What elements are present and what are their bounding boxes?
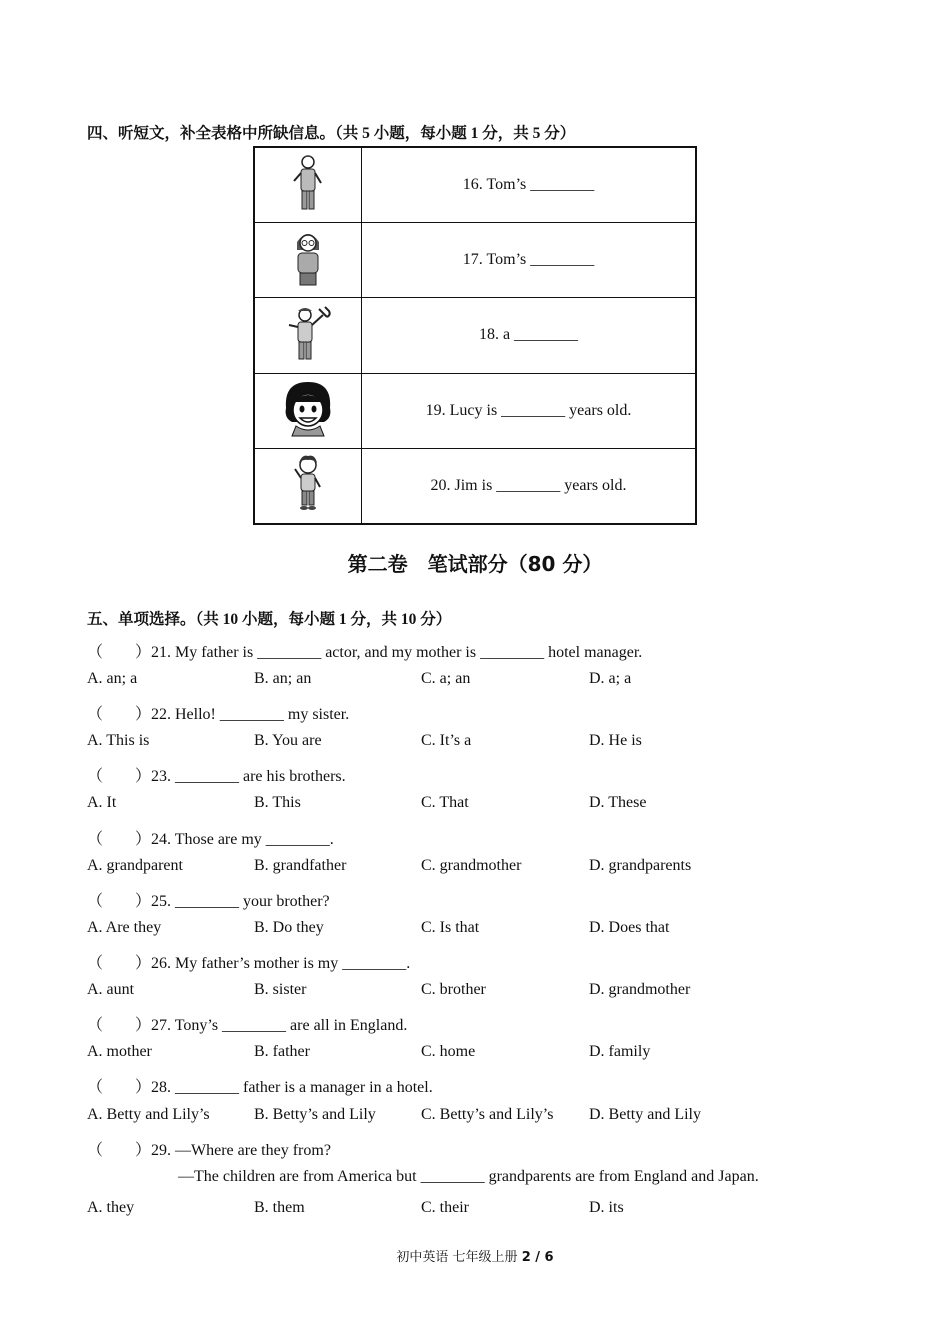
option-d: D. Does that [589, 919, 670, 936]
answer-bracket: （ ） [87, 1079, 152, 1096]
option-b: B. You are [254, 732, 322, 749]
option-c: C. Is that [421, 919, 480, 936]
option-d: D. These [589, 794, 647, 811]
listening-table [253, 146, 697, 525]
option-d: D. grandparents [589, 857, 692, 874]
page-number: 2 / 6 [521, 1250, 554, 1265]
table-row [254, 448, 696, 524]
answer-bracket: （ ） [87, 1017, 152, 1034]
question-stem: 25. ________ your brother? [151, 893, 330, 910]
question-28 [87, 1074, 433, 1097]
option-c: C. That [421, 794, 469, 811]
option-c: C. a; an [421, 670, 471, 687]
question-22 [87, 701, 349, 724]
table-row [254, 223, 696, 298]
option-a: A. they [87, 1199, 135, 1216]
question-stem: 22. Hello! ________ my sister. [151, 706, 350, 723]
question-29-continuation: —The children are from America but ________ grandparents are from England and Japan. [178, 1168, 759, 1185]
row-19-text: 19. Lucy is ________ years old. [362, 373, 697, 448]
boy-icon [254, 448, 362, 524]
option-b: B. father [254, 1043, 310, 1060]
girl-face-icon [254, 373, 362, 448]
question-stem: 29. —Where are they from? [151, 1142, 331, 1159]
option-b: B. Betty’s and Lily [254, 1106, 376, 1123]
answer-bracket: （ ） [87, 768, 152, 785]
answer-bracket: （ ） [87, 644, 152, 661]
option-a: A. It [87, 794, 117, 811]
option-c: C. Betty’s and Lily’s [421, 1106, 554, 1123]
option-c: C. grandmother [421, 857, 522, 874]
option-c: C. home [421, 1043, 476, 1060]
option-c: C. It’s a [421, 732, 472, 749]
paper-title: 第二卷 笔试部分（80 分） [347, 552, 603, 576]
answer-bracket: （ ） [87, 893, 152, 910]
option-c: C. brother [421, 981, 486, 998]
row-20-text: 20. Jim is ________ years old. [362, 448, 697, 524]
option-d: D. Betty and Lily [589, 1106, 701, 1123]
question-stem: 23. ________ are his brothers. [151, 768, 346, 785]
option-a: A. This is [87, 732, 150, 749]
option-b: B. Do they [254, 919, 324, 936]
question-stem: 27. Tony’s ________ are all in England. [151, 1017, 408, 1034]
question-stem: 26. My father’s mother is my ________. [151, 955, 411, 972]
question-23 [87, 763, 346, 786]
option-d: D. grandmother [589, 981, 691, 998]
worker-wrench-icon [254, 298, 362, 373]
answer-bracket: （ ） [87, 706, 152, 723]
answer-bracket: （ ） [87, 831, 152, 848]
option-d: D. He is [589, 732, 642, 749]
row-18-text: 18. a ________ [362, 298, 697, 373]
row-16-text: 16. Tom’s ________ [362, 147, 697, 223]
option-a: A. Betty and Lily’s [87, 1106, 210, 1123]
question-stem: 28. ________ father is a manager in a hotel. [151, 1079, 433, 1096]
option-a: A. aunt [87, 981, 135, 998]
option-a: A. an; a [87, 670, 138, 687]
page-footer [0, 1246, 950, 1265]
table-row [254, 298, 696, 373]
question-29 [87, 1137, 331, 1160]
question-26 [87, 950, 410, 973]
option-b: B. an; an [254, 670, 312, 687]
option-b: B. This [254, 794, 301, 811]
row-17-text: 17. Tom’s ________ [362, 223, 697, 298]
option-a: A. mother [87, 1043, 152, 1060]
table-row [254, 373, 696, 448]
woman-glasses-icon [254, 223, 362, 298]
option-a: A. grandparent [87, 857, 183, 874]
answer-bracket: （ ） [87, 1142, 152, 1159]
option-d: D. family [589, 1043, 651, 1060]
option-b: B. sister [254, 981, 307, 998]
question-25 [87, 888, 330, 911]
question-21 [87, 639, 642, 662]
answer-bracket: （ ） [87, 955, 152, 972]
option-b: B. grandfather [254, 857, 347, 874]
section-5-title: 五、单项选择。（共 10 小题，每小题 1 分，共 10 分） [87, 611, 452, 628]
question-24 [87, 826, 334, 849]
old-man-icon [254, 147, 362, 223]
option-b: B. them [254, 1199, 305, 1216]
table-row [254, 147, 696, 223]
question-stem: 24. Those are my ________. [151, 831, 334, 848]
section-4-title: 四、听短文，补全表格中所缺信息。（共 5 小题，每小题 1 分，共 5 分） [87, 125, 576, 142]
option-d: D. a; a [589, 670, 632, 687]
question-stem: 21. My father is ________ actor, and my mother is ________ hotel manager. [151, 644, 643, 661]
question-27 [87, 1012, 407, 1035]
option-c: C. their [421, 1199, 469, 1216]
option-d: D. its [589, 1199, 624, 1216]
option-a: A. Are they [87, 919, 162, 936]
footer-text: 初中英语 七年级上册 [396, 1250, 522, 1265]
